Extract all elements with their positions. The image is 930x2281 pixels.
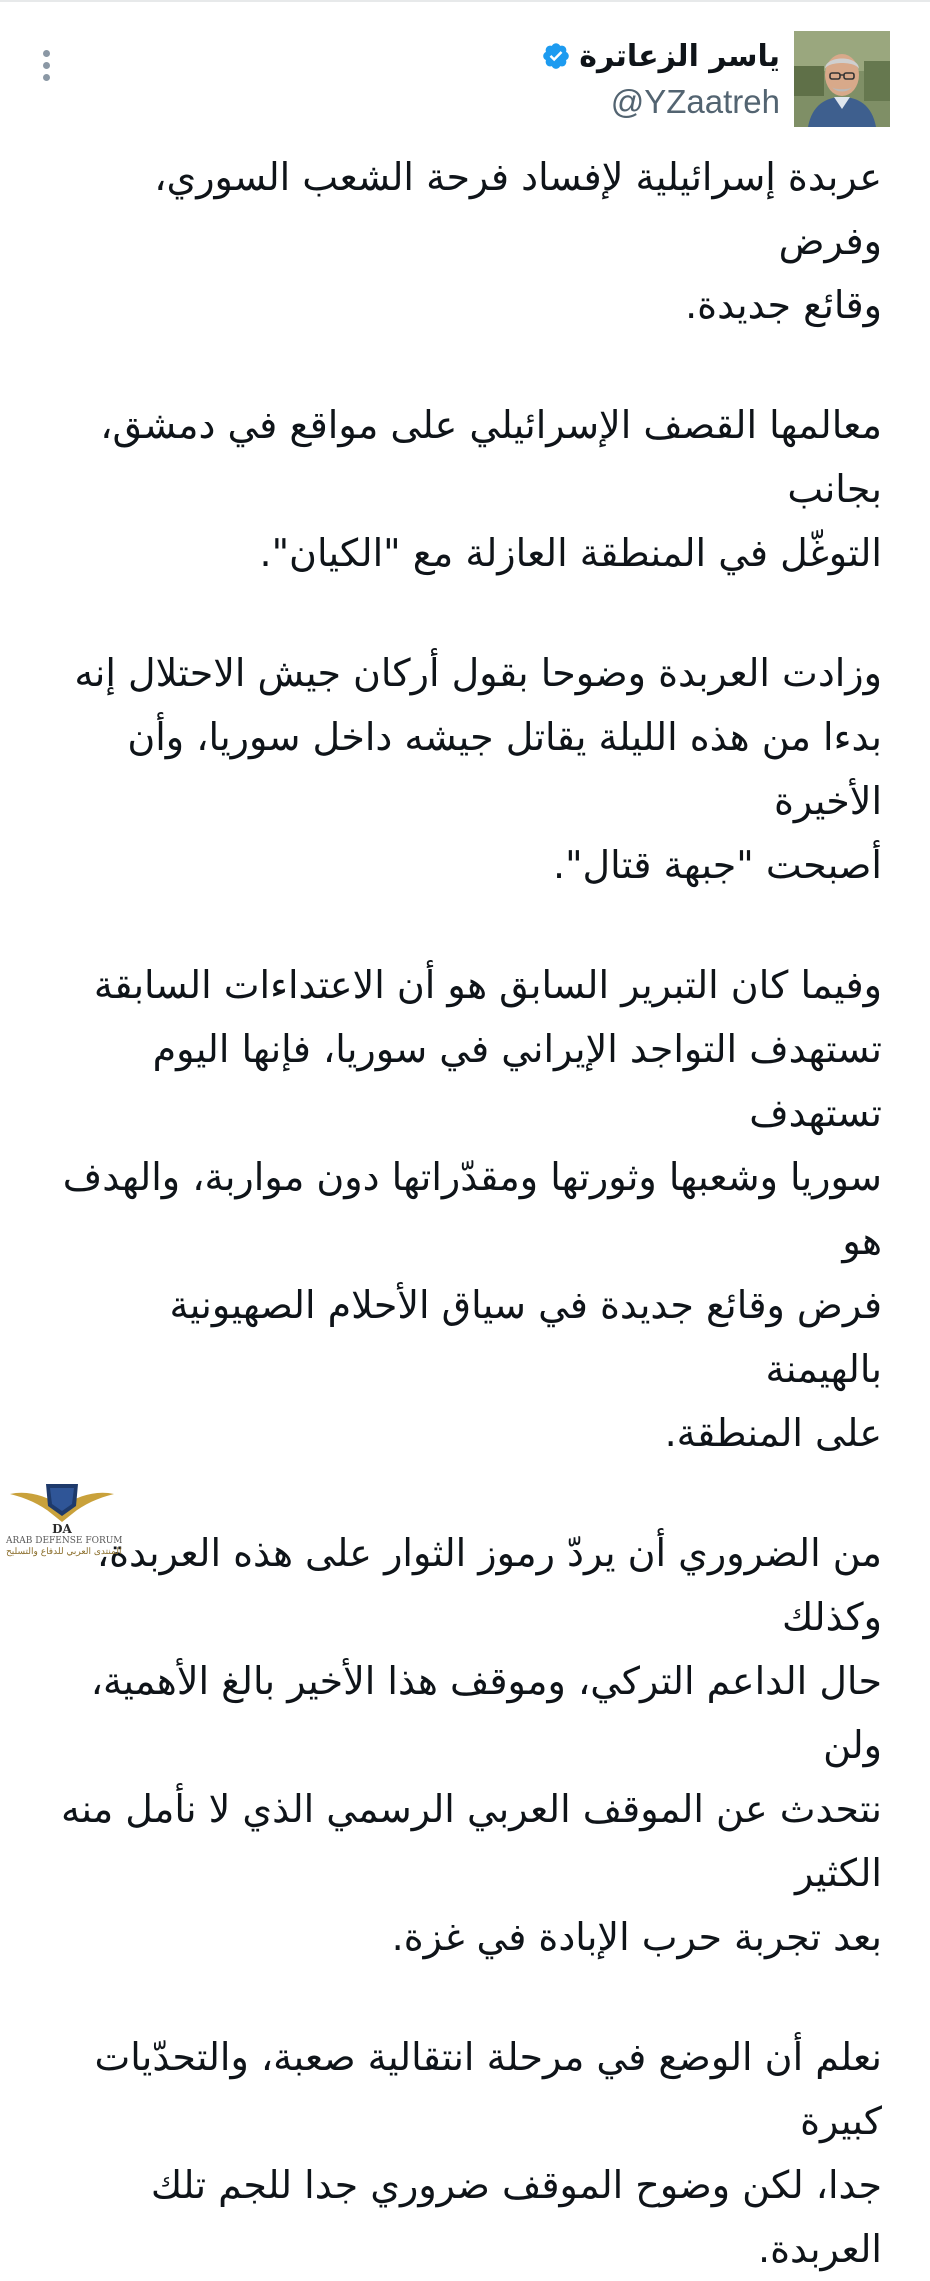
tweet-header <box>0 28 930 128</box>
forum-watermark <box>6 1476 123 1566</box>
forum-name: ARAB DEFENSE FORUM <box>6 1536 123 1546</box>
top-divider <box>0 0 930 2</box>
tweet-paragraph-3: وزادت العربدة وضوحا بقول أركان جيش الاحتلال إنه بدءا من هذه الليلة يقاتل جيشه داخل سوريا، وأن الأخيرة أصبحت "جبهة قتال". <box>74 651 882 887</box>
forum-short-label: DA <box>52 1522 72 1536</box>
tweet-paragraph-5: من الضروري أن يردّ رموز الثوار على هذه العربدة، وكذلك حال الداعم التركي، وموقف هذا الأخير بالغ الأهمية، ولن نتحدث عن الموقف العربي الرسمي الذي لا نأمل منه الكثير بعد تجربة حرب الإبادة في غزة. <box>60 1531 882 1959</box>
forum-arabic-name: المنتدى العربي للدفاع والتسليح <box>6 1547 122 1557</box>
tweet-paragraph-2: معالمها القصف الإسرائيلي على مواقع في دمشق، بجانب التوغّل في المنطقة العازلة مع "الكيان". <box>100 403 882 575</box>
tweet-text <box>42 145 882 2281</box>
author-identity[interactable] <box>380 34 780 124</box>
tweet-paragraph-4: وفيما كان التبرير السابق هو أن الاعتداءات السابقة تستهدف التواجد الإيراني في سوريا، فإنها اليوم تستهدف سوريا وشعبها وثورتها ومقدّراتها دون مواربة، والهدف هو فرض وقائع جديدة في سياق الأحلام الصهيونية بالهيمنة على المنطقة. <box>62 963 882 1455</box>
forum-logo-icon <box>6 1476 118 1536</box>
avatar[interactable] <box>794 31 890 127</box>
verified-badge-icon <box>541 41 571 71</box>
more-vertical-icon[interactable] <box>40 50 52 90</box>
author-display-name[interactable]: ياسر الزعاترة <box>579 38 780 74</box>
author-handle[interactable]: @YZaatreh <box>610 83 780 120</box>
tweet-paragraph-1: عربدة إسرائيلية لإفساد فرحة الشعب السوري، وفرض وقائع جديدة. <box>154 155 882 327</box>
name-row <box>380 34 780 78</box>
tweet-paragraph-6: نعلم أن الوضع في مرحلة انتقالية صعبة، والتحدّيات كبيرة جدا، لكن وضوح الموقف ضروري جدا للجم تلك العربدة. <box>94 2035 882 2271</box>
